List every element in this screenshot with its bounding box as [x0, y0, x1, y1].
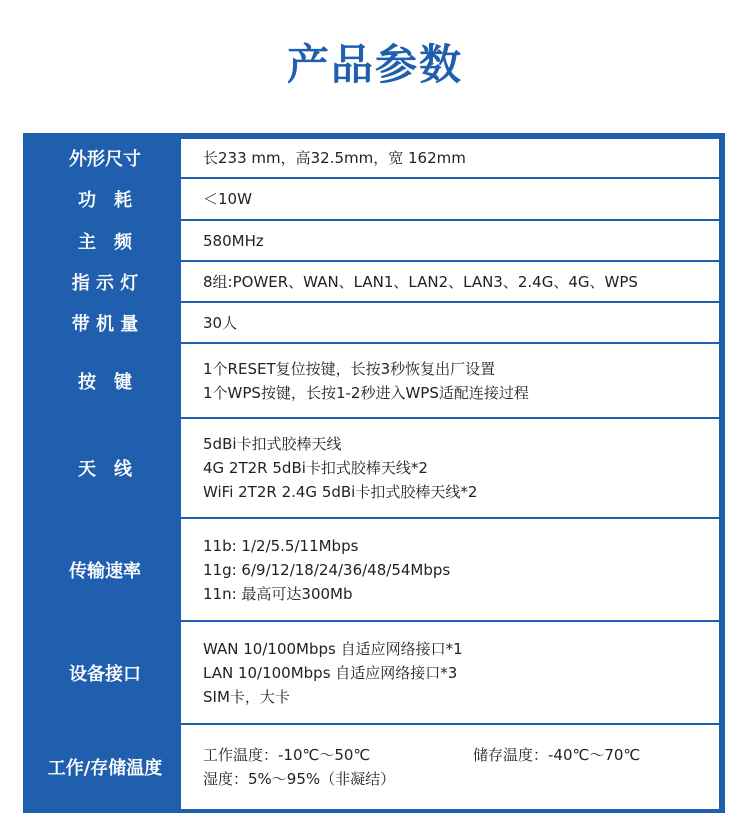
- row-label: 外形尺寸: [29, 139, 181, 177]
- value-line: ＜10W: [203, 190, 252, 208]
- row-buttons: [29, 344, 719, 419]
- row-value: [181, 344, 719, 417]
- row-label: 传输速率: [29, 519, 181, 620]
- value-line: 5dBi卡扣式胶棒天线: [203, 435, 342, 453]
- row-value: [181, 303, 719, 342]
- row-transfer-rate: [29, 519, 719, 622]
- value-line: WiFi 2T2R 2.4G 5dBi卡扣式胶棒天线*2: [203, 483, 478, 501]
- working-temperature: 工作温度：-10℃～50℃: [203, 746, 371, 764]
- row-temperature: [29, 725, 719, 809]
- row-value: [181, 221, 719, 260]
- row-value: [181, 139, 719, 177]
- row-label: 天 线: [29, 419, 181, 517]
- value-line: 11g: 6/9/12/18/24/36/48/54Mbps: [203, 560, 451, 579]
- row-dimensions: [29, 139, 719, 179]
- row-label: 设备接口: [29, 622, 181, 723]
- value-line: 8组:POWER、WAN、LAN1、LAN2、LAN3、2.4G、4G、WPS: [203, 272, 638, 291]
- value-line: WAN 10/100Mbps 自适应网络接口*1: [203, 639, 463, 658]
- row-value: [181, 179, 719, 219]
- row-value: [181, 622, 719, 723]
- row-label: 功 耗: [29, 179, 181, 219]
- value-line: 580MHz: [203, 231, 264, 250]
- row-label: 按 键: [29, 344, 181, 417]
- storage-temperature: 储存温度：-40℃～70℃: [473, 746, 641, 764]
- row-value: [181, 262, 719, 301]
- value-line: 4G 2T2R 5dBi卡扣式胶棒天线*2: [203, 459, 428, 477]
- value-line: 30人: [203, 313, 238, 332]
- row-value: [181, 725, 719, 809]
- value-line: 长233 mm，高32.5mm，宽 162mm: [203, 149, 466, 167]
- value-line: 11b: 1/2/5.5/11Mbps: [203, 536, 359, 555]
- row-indicators: [29, 262, 719, 303]
- row-capacity: [29, 303, 719, 344]
- row-antenna: [29, 419, 719, 519]
- page-title: 产品参数: [286, 40, 463, 89]
- row-label: 主 频: [29, 221, 181, 260]
- value-line: 1个RESET复位按键，长按3秒恢复出厂设置: [203, 359, 496, 378]
- row-label: 指 示 灯: [29, 262, 181, 301]
- row-value: [181, 519, 719, 620]
- row-label: 工作/存储温度: [29, 725, 181, 809]
- row-value: [181, 419, 719, 517]
- humidity-line: 湿度：5%～95%（非凝结）: [203, 770, 396, 788]
- row-interfaces: [29, 622, 719, 725]
- row-power: [29, 179, 719, 221]
- temperature-line: [203, 743, 719, 767]
- value-line: 11n: 最高可达300Mb: [203, 584, 353, 603]
- value-line: LAN 10/100Mbps 自适应网络接口*3: [203, 663, 458, 682]
- spec-table: [23, 133, 725, 813]
- value-line: 1个WPS按键，长按1-2秒进入WPS适配连接过程: [203, 383, 529, 402]
- row-frequency: [29, 221, 719, 262]
- row-label: 带 机 量: [29, 303, 181, 342]
- value-line: SIM卡，大卡: [203, 687, 290, 706]
